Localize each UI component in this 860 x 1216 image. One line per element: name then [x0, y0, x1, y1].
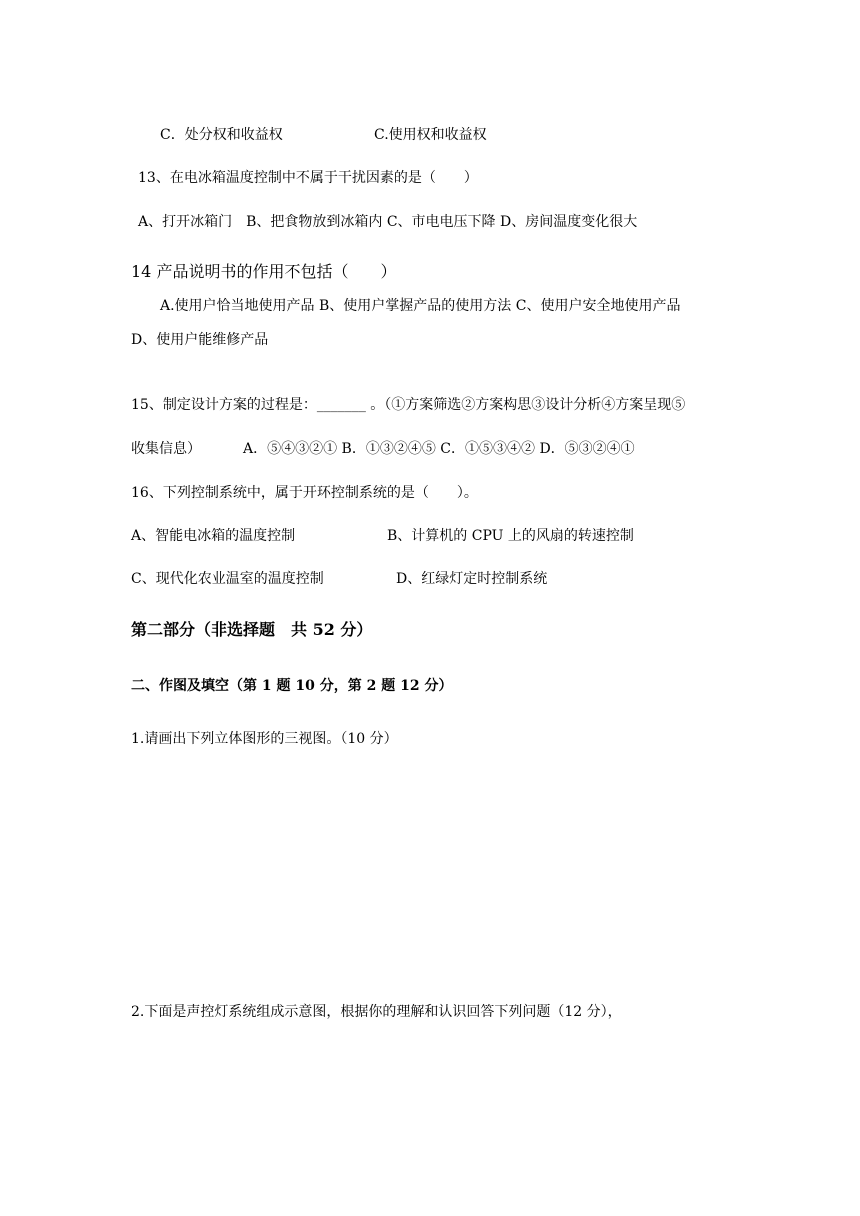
q14-options-line2: D、使用户能维修产品	[131, 332, 269, 348]
section-title: 二、作图及填空（第 1 题 10 分，第 2 题 12 分）	[131, 678, 453, 694]
q15-stem: 15、制定设计方案的过程是：_______ 。（①方案筛选②方案构思③设计分析④方案呈现⑤	[131, 397, 686, 413]
q16-option-a: A、智能电冰箱的温度控制	[131, 528, 296, 544]
q13-stem: 13、在电冰箱温度控制中不属于干扰因素的是（ ）	[138, 170, 478, 186]
q15-stem-continued: 收集信息）	[131, 441, 201, 457]
question-2: 2.下面是声控灯系统组成示意图，根据你的理解和认识回答下列问题（12 分），	[131, 1004, 622, 1020]
part2-title: 第二部分（非选择题 共 52 分）	[131, 620, 373, 639]
q13-options: A、打开冰箱门 B、把食物放到冰箱内 C、市电电压下降 D、房间温度变化很大	[138, 214, 638, 230]
question-1: 1.请画出下列立体图形的三视图。（10 分）	[131, 731, 398, 747]
q14-stem: 14 产品说明书的作用不包括（ ）	[131, 262, 397, 281]
q16-option-d: D、红绿灯定时控制系统	[396, 571, 548, 587]
q15-options: A．⑤④③②① B．①③②④⑤ C．①⑤③④② D．⑤③②④①	[243, 441, 635, 457]
q16-stem: 16、下列控制系统中，属于开环控制系统的是（ ）。	[131, 485, 478, 501]
q16-option-c: C、现代化农业温室的温度控制	[131, 571, 324, 587]
q14-options-line1: A.使用户恰当地使用产品 B、使用户掌握产品的使用方法 C、使用户安全地使用产品	[160, 298, 681, 314]
q16-option-b: B、计算机的 CPU 上的风扇的转速控制	[387, 528, 634, 544]
q12-option-c: C．处分权和收益权	[160, 127, 283, 143]
q12-option-d: C.使用权和收益权	[374, 127, 487, 143]
